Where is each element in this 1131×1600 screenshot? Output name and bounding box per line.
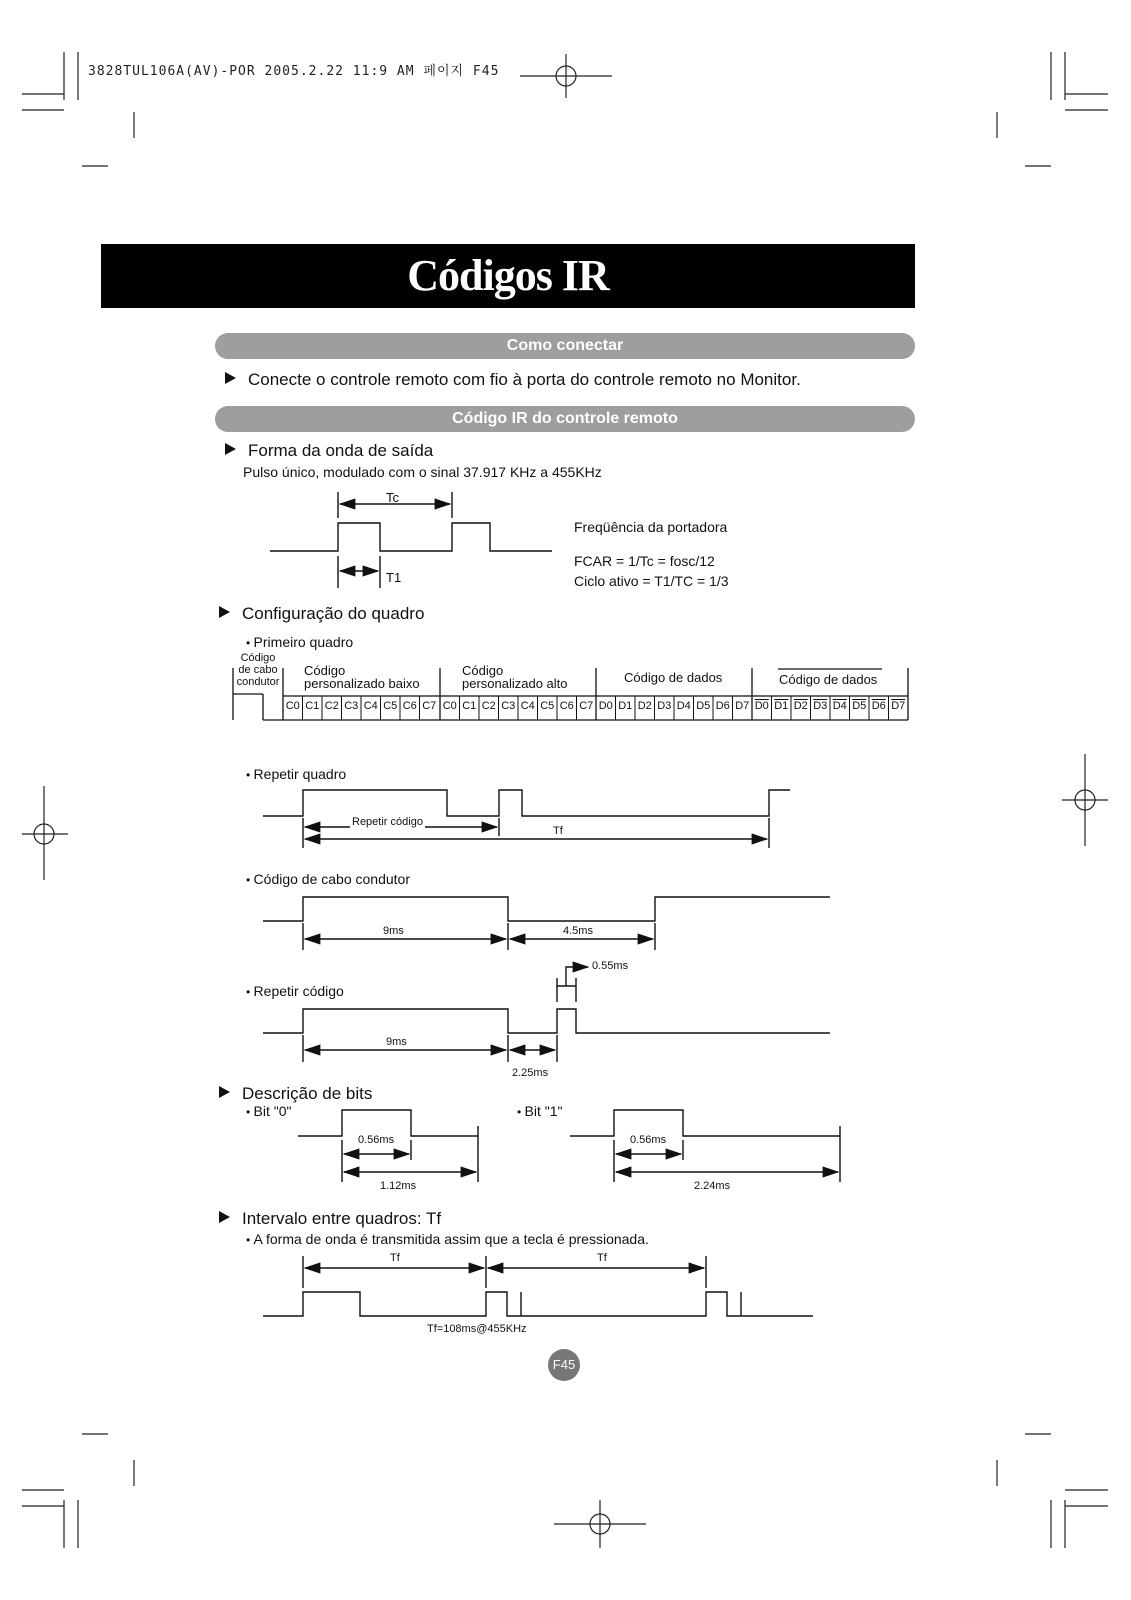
bit-cell: D2 [793, 700, 808, 712]
bit-cell: C1 [305, 700, 320, 712]
bit-cell: D2 [637, 700, 652, 712]
page-title: Códigos IR [407, 251, 609, 300]
repeat-code-arrow-label: Repetir código [352, 816, 423, 828]
bit-cell: D0 [598, 700, 613, 712]
bit-cell: D1 [774, 700, 789, 712]
interval-heading-text: Intervalo entre quadros: Tf [242, 1209, 442, 1228]
bit-cell: D6 [715, 700, 730, 712]
bit1-high-label: 0.56ms [630, 1134, 667, 1146]
fcar-formula: FCAR = 1/Tc = fosc/12 [574, 553, 715, 569]
data-code-inverted-header: Código de dados [779, 672, 878, 687]
leader-line-1: Código [240, 652, 276, 664]
bit-cell: C6 [559, 700, 574, 712]
bit-cell: C6 [402, 700, 417, 712]
bit-cell: C0 [442, 700, 457, 712]
bit0-high-label: 0.56ms [358, 1134, 395, 1146]
repeat-9ms-label: 9ms [386, 1036, 407, 1048]
section-header-ir-code: Código IR do controle remoto [215, 406, 915, 432]
bit-cell: C4 [520, 700, 535, 712]
custom-high-line-2: personalizado alto [462, 676, 568, 691]
bit-cell: D7 [735, 700, 750, 712]
bit-cell: C2 [324, 700, 339, 712]
duty-formula: Ciclo ativo = T1/TC = 1/3 [574, 573, 729, 589]
interval-formula: Tf=108ms@455KHz [427, 1323, 527, 1335]
bit-cell: C0 [285, 700, 300, 712]
bit-cell: D5 [696, 700, 711, 712]
bit-cell: C3 [501, 700, 516, 712]
bit-cell: D6 [871, 700, 886, 712]
t1-label: T1 [386, 570, 402, 585]
bit-cell: D7 [891, 700, 906, 712]
bit-cell: D5 [852, 700, 867, 712]
bit-cell: D3 [813, 700, 828, 712]
leader-line-3: condutor [236, 676, 280, 688]
bit-cell: C2 [481, 700, 496, 712]
bit0-label: • Bit "0" [246, 1103, 292, 1119]
carrier-title: Freqüência da portadora [574, 519, 728, 535]
data-code-header: Código de dados [624, 670, 723, 685]
bit-cell: C7 [422, 700, 437, 712]
bit0-total-label: 1.12ms [380, 1180, 417, 1192]
leader-code-label: • Código de cabo condutor [246, 871, 410, 887]
bit1-label: • Bit "1" [517, 1103, 563, 1119]
waveform-heading-text: Forma da onda de saída [248, 441, 434, 460]
bit1-total-label: 2.24ms [694, 1180, 731, 1192]
bit-cell: C1 [462, 700, 477, 712]
print-header: 3828TUL106A(AV)-POR 2005.2.22 11:9 AM 페이지 F45 [88, 64, 500, 79]
interval-tf2-label: Tf [597, 1252, 607, 1264]
repeat-frame-tf-label: Tf [553, 825, 563, 837]
bit-cell: D0 [754, 700, 769, 712]
leader-45ms-label: 4.5ms [563, 925, 593, 937]
page-number-badge: F45 [548, 1349, 580, 1381]
repeat-code-label: • Repetir código [246, 983, 344, 999]
first-frame-label: • Primeiro quadro [246, 634, 353, 650]
waveform-subtitle: Pulso único, modulado com o sinal 37.917 KHz a 455KHz [243, 464, 602, 480]
bit-cell: C7 [579, 700, 594, 712]
bit-cell: D4 [832, 700, 847, 712]
interval-tf1-label: Tf [390, 1252, 400, 1264]
bit-cell: C5 [383, 700, 398, 712]
bit-cell: C5 [540, 700, 555, 712]
frame-heading-text: Configuração do quadro [242, 604, 425, 623]
repeat-frame-label: • Repetir quadro [246, 766, 346, 782]
bit-cell: D1 [618, 700, 633, 712]
repeat-225ms-label: 2.25ms [512, 1067, 549, 1079]
custom-high-line-1: Código [462, 663, 504, 678]
section-header-connect: Como conectar [215, 333, 915, 359]
bit-cell: D4 [676, 700, 691, 712]
leader-9ms-label: 9ms [383, 925, 404, 937]
bit-cell: D3 [657, 700, 672, 712]
bit-cell: C4 [363, 700, 378, 712]
connect-text: Conecte o controle remoto com fio à porta do controle remoto no Monitor. [248, 370, 801, 389]
custom-low-line-1: Código [304, 663, 346, 678]
interval-desc: • A forma de onda é transmitida assim que a tecla é pressionada. [246, 1231, 649, 1247]
bits-heading-text: Descrição de bits [242, 1084, 373, 1103]
tc-label: Tc [386, 490, 399, 505]
bit-cell: C3 [344, 700, 359, 712]
repeat-055ms-label: 0.55ms [592, 960, 629, 972]
custom-low-line-2: personalizado baixo [304, 676, 420, 691]
leader-line-2: de cabo [238, 664, 278, 676]
